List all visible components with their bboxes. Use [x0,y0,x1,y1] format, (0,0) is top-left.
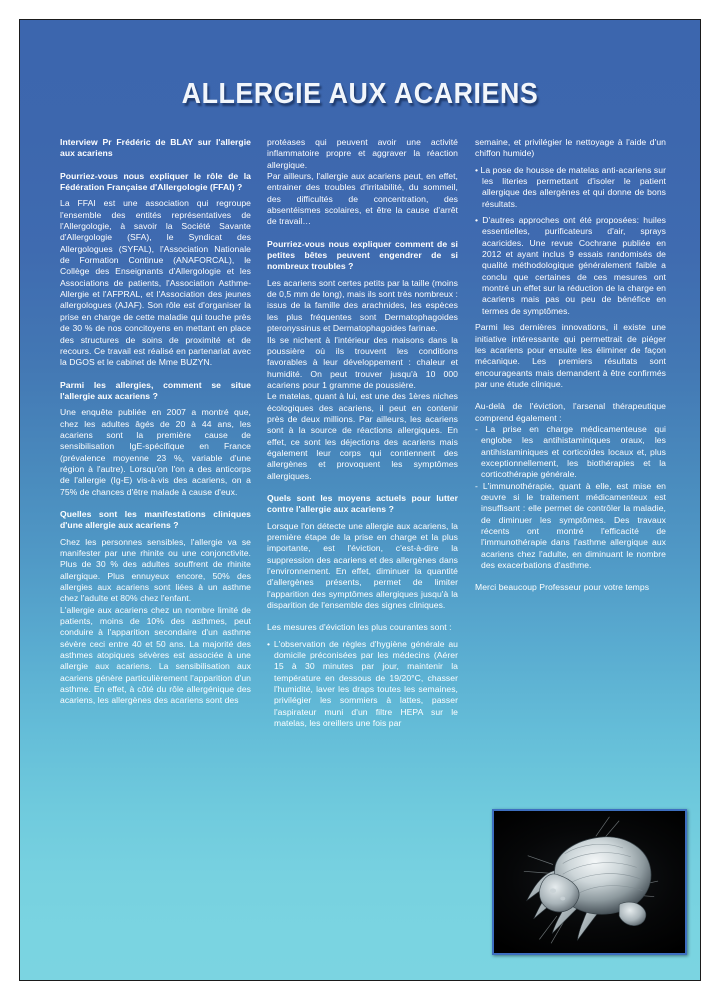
question-3-heading: Quelles sont les manifestations cliniques d'une allergie aux acariens ? [60,508,251,531]
question-4-answer-part-2: Ils se nichent à l'intérieur des maisons dans la poussière où ils trouvent les conditions favorables à leur développement : chaleur et humidité. On peut trouver jusqu'à 10 000 acariens pour 1 gramme de poussière. [267,334,458,390]
question-4-answer-part-1: Les acariens sont certes petits par la taille (moins de 0,5 mm de long), mais ils sont très nombreux : issus de la famille des arachnides, les espèces les plus fréquentes sont Dermatophagoides pteronyssinus et Dermatophagoides farinae. [267,277,458,334]
question-1-heading: Pourriez-vous nous expliquer le rôle de la Fédération Française d'Allergologie (FFAI) ? [60,170,251,193]
dust-mite-icon [494,811,685,953]
page-title: ALLERGIE AUX ACARIENS [181,78,539,110]
therapeutic-arsenal-intro: Au-delà de l'éviction, l'arsenal thérapeutique comprend également : [475,401,666,423]
poster-page [19,19,701,981]
therapy-dash-1: - La prise en charge médicamenteuse qui englobe les antihistaminiques oraux, les antihistaminiques et corticoïdes locaux et, plus exceptionnellement, les biothérapies et la corticothérapie générale. [475,423,666,480]
innovations-paragraph: Parmi les dernières innovations, il existe une initiative intéressante qui permettrait de piéger les acariens pour ensuite les éliminer de façon mécanique. Les premiers résultats sont encourageants mais demandent à être confirmés par une étude clinique. [475,322,666,389]
measure-bullet-1: • L'observation de règles d'hygiène générale au domicile préconisées par les médecins (Aérer 15 à 30 minutes par jour, maintenir la température en dessous de 19/20°C, chasser l'humidité, laver les draps toutes les semaines, privilégier les sommiers à lattes, passer l'aspirateur muni d'un filtre HEPA sur le matelas, les oreillers une fois par [267,638,458,729]
question-2-answer: Une enquête publiée en 2007 a montré que, chez les adultes âgés de 20 à 44 ans, les acariens sont la première cause de sensibilisation IgE-spécifique en France (prévalence moyenne 23 %, variable d'une région à l'autre). Lorsqu'on l'on a des anticorps de l'allergie (Ig-E) vis-à-vis des acariens, on a 75% de chances d'être malade à cause d'eux. [60,407,251,497]
eviction-measures-intro: Les mesures d'éviction les plus courantes sont : [267,622,452,633]
closing-thanks: Merci beaucoup Professeur pour votre temps [475,582,650,593]
measure-bullet-1-continued: semaine, et privilégier le nettoyage à l'aide d'un chiffon humide) [475,137,666,159]
continued-paragraph-1: protéases qui peuvent avoir une activité inflammatoire propre et aggraver la réaction allergique. [267,137,458,170]
continued-paragraph-2: Par ailleurs, l'allergie aux acariens peut, en effet, entrainer des troubles d'irritabilité, du sommeil, des difficultés de concentration, des absentéismes scolaires, et être la cause d'arrêt de travail… [267,171,458,227]
column-1 [60,137,251,981]
dust-mite-figure [492,809,687,955]
question-2-heading: Parmi les allergies, comment se situe l'allergie aux acariens ? [60,379,251,401]
measure-bullet-3: • D'autres approches ont été proposées: huiles essentielles, purificateurs d'air, sprays acaricides. Une revue Cochrane publiée en 2012 et ayant inclus 9 essais randomisés de qualité méthodologique généralement faible a conclu que certaines de ces mesures ont montré un effet sur la réduction de la charge en acariens mais pas ou peu de bénéfice en termes de symptômes. [475,215,666,316]
interview-intro: Interview Pr Frédéric de BLAY sur l'allergie aux acariens [60,137,251,159]
therapy-dash-2: - L'immunothérapie, quant à elle, est mise en œuvre si le traitement médicamenteux est insuffisant : elle permet de contrôler la maladie, de diminuer les symptômes. Des travaux récents ont montré l'efficacité de l'immunothérapie dans l'asthme allergique aux acariens chez l'adulte, en diminuant le nombre des exacerbations d'asthme. [475,480,666,571]
title-band [20,20,700,132]
question-1-answer: La FFAI est une association qui regroupe l'ensemble des entités représentatives de l'Allergologie, à savoir la Société Savante d'Allergologie (SFA), le Syndicat des Allergologues (SYFAL), l'Association Nationale de Formation Continue (ANAFORCAL), le Collège des Enseignants d'Allergologie et les Associations de patients, l'Association Asthme-Allergie et l'AFPRAL, et l'Association des jeunes allergologues (AJAF). Son rôle est d'organiser la prise en charge de cette maladie qui touche près de 30 % de nos concitoyens en mettant en place des structures de soins de proximité et de recours. Ce travail est réalisé en partenariat avec la DGOS et le cabinet de Mme BUZYN. [60,198,251,368]
question-3-answer-part-1: Chez les personnes sensibles, l'allergie va se manifester par une rhinite ou une conjonctivite. Plus de 30 % des adultes souffrent de rhinite allergique. Plus ennuyeux encore, 50% des allergies aux acariens sont liées à un asthme chez l'adulte et 80% chez l'enfant. [60,536,251,604]
column-2 [267,137,458,981]
question-4-heading: Pourriez-vous nous expliquer comment de si petites bêtes peuvent engendrer de si nombreux troubles ? [267,238,458,272]
measure-bullet-2: • La pose de housse de matelas anti-acariens sur les literies permettant d'isoler le patient allergique des allergènes et qui donne de bons résultats. [475,164,666,209]
question-3-answer-part-2: L'allergie aux acariens chez un nombre limité de patients, moins de 10% des asthmes, peut conduire à l'apparition secondaire d'un asthme sévère ceci entre 40 et 50 ans. La majorité des asthmes atopiques sévères est associée à une allergie aux acariens. La sensibilisation aux acariens génère particulièrement l'apparition d'un asthme. En effet, à côté du rôle allergénique des acariens, les allergènes des acariens sont des [60,604,251,706]
question-5-answer-part-1: Lorsque l'on détecte une allergie aux acariens, la première étape de la prise en charge et la plus importante, est l'éviction, c'est-à-dire la suppression des acariens et des allergènes dans l'environnement. En effet, diminuer la quantité d'allergènes présents, permet de limiter l'apparition des symptômes allergiques jusqu'à la disparition de l'ensemble des signes cliniques. [267,520,458,611]
question-4-answer-part-3: Le matelas, quant à lui, est une des 1ères niches écologiques des acariens, il peut en contenir près de deux millions. Par ailleurs, les acariens sont à la source de réactions allergiques. En effet, ce sont les déjections des acariens mais également leur corps qui contiennent des allergènes et provoquent les symptômes allergiques. [267,391,458,481]
question-5-heading: Quels sont les moyens actuels pour lutter contre l'allergie aux acariens ? [267,492,458,515]
